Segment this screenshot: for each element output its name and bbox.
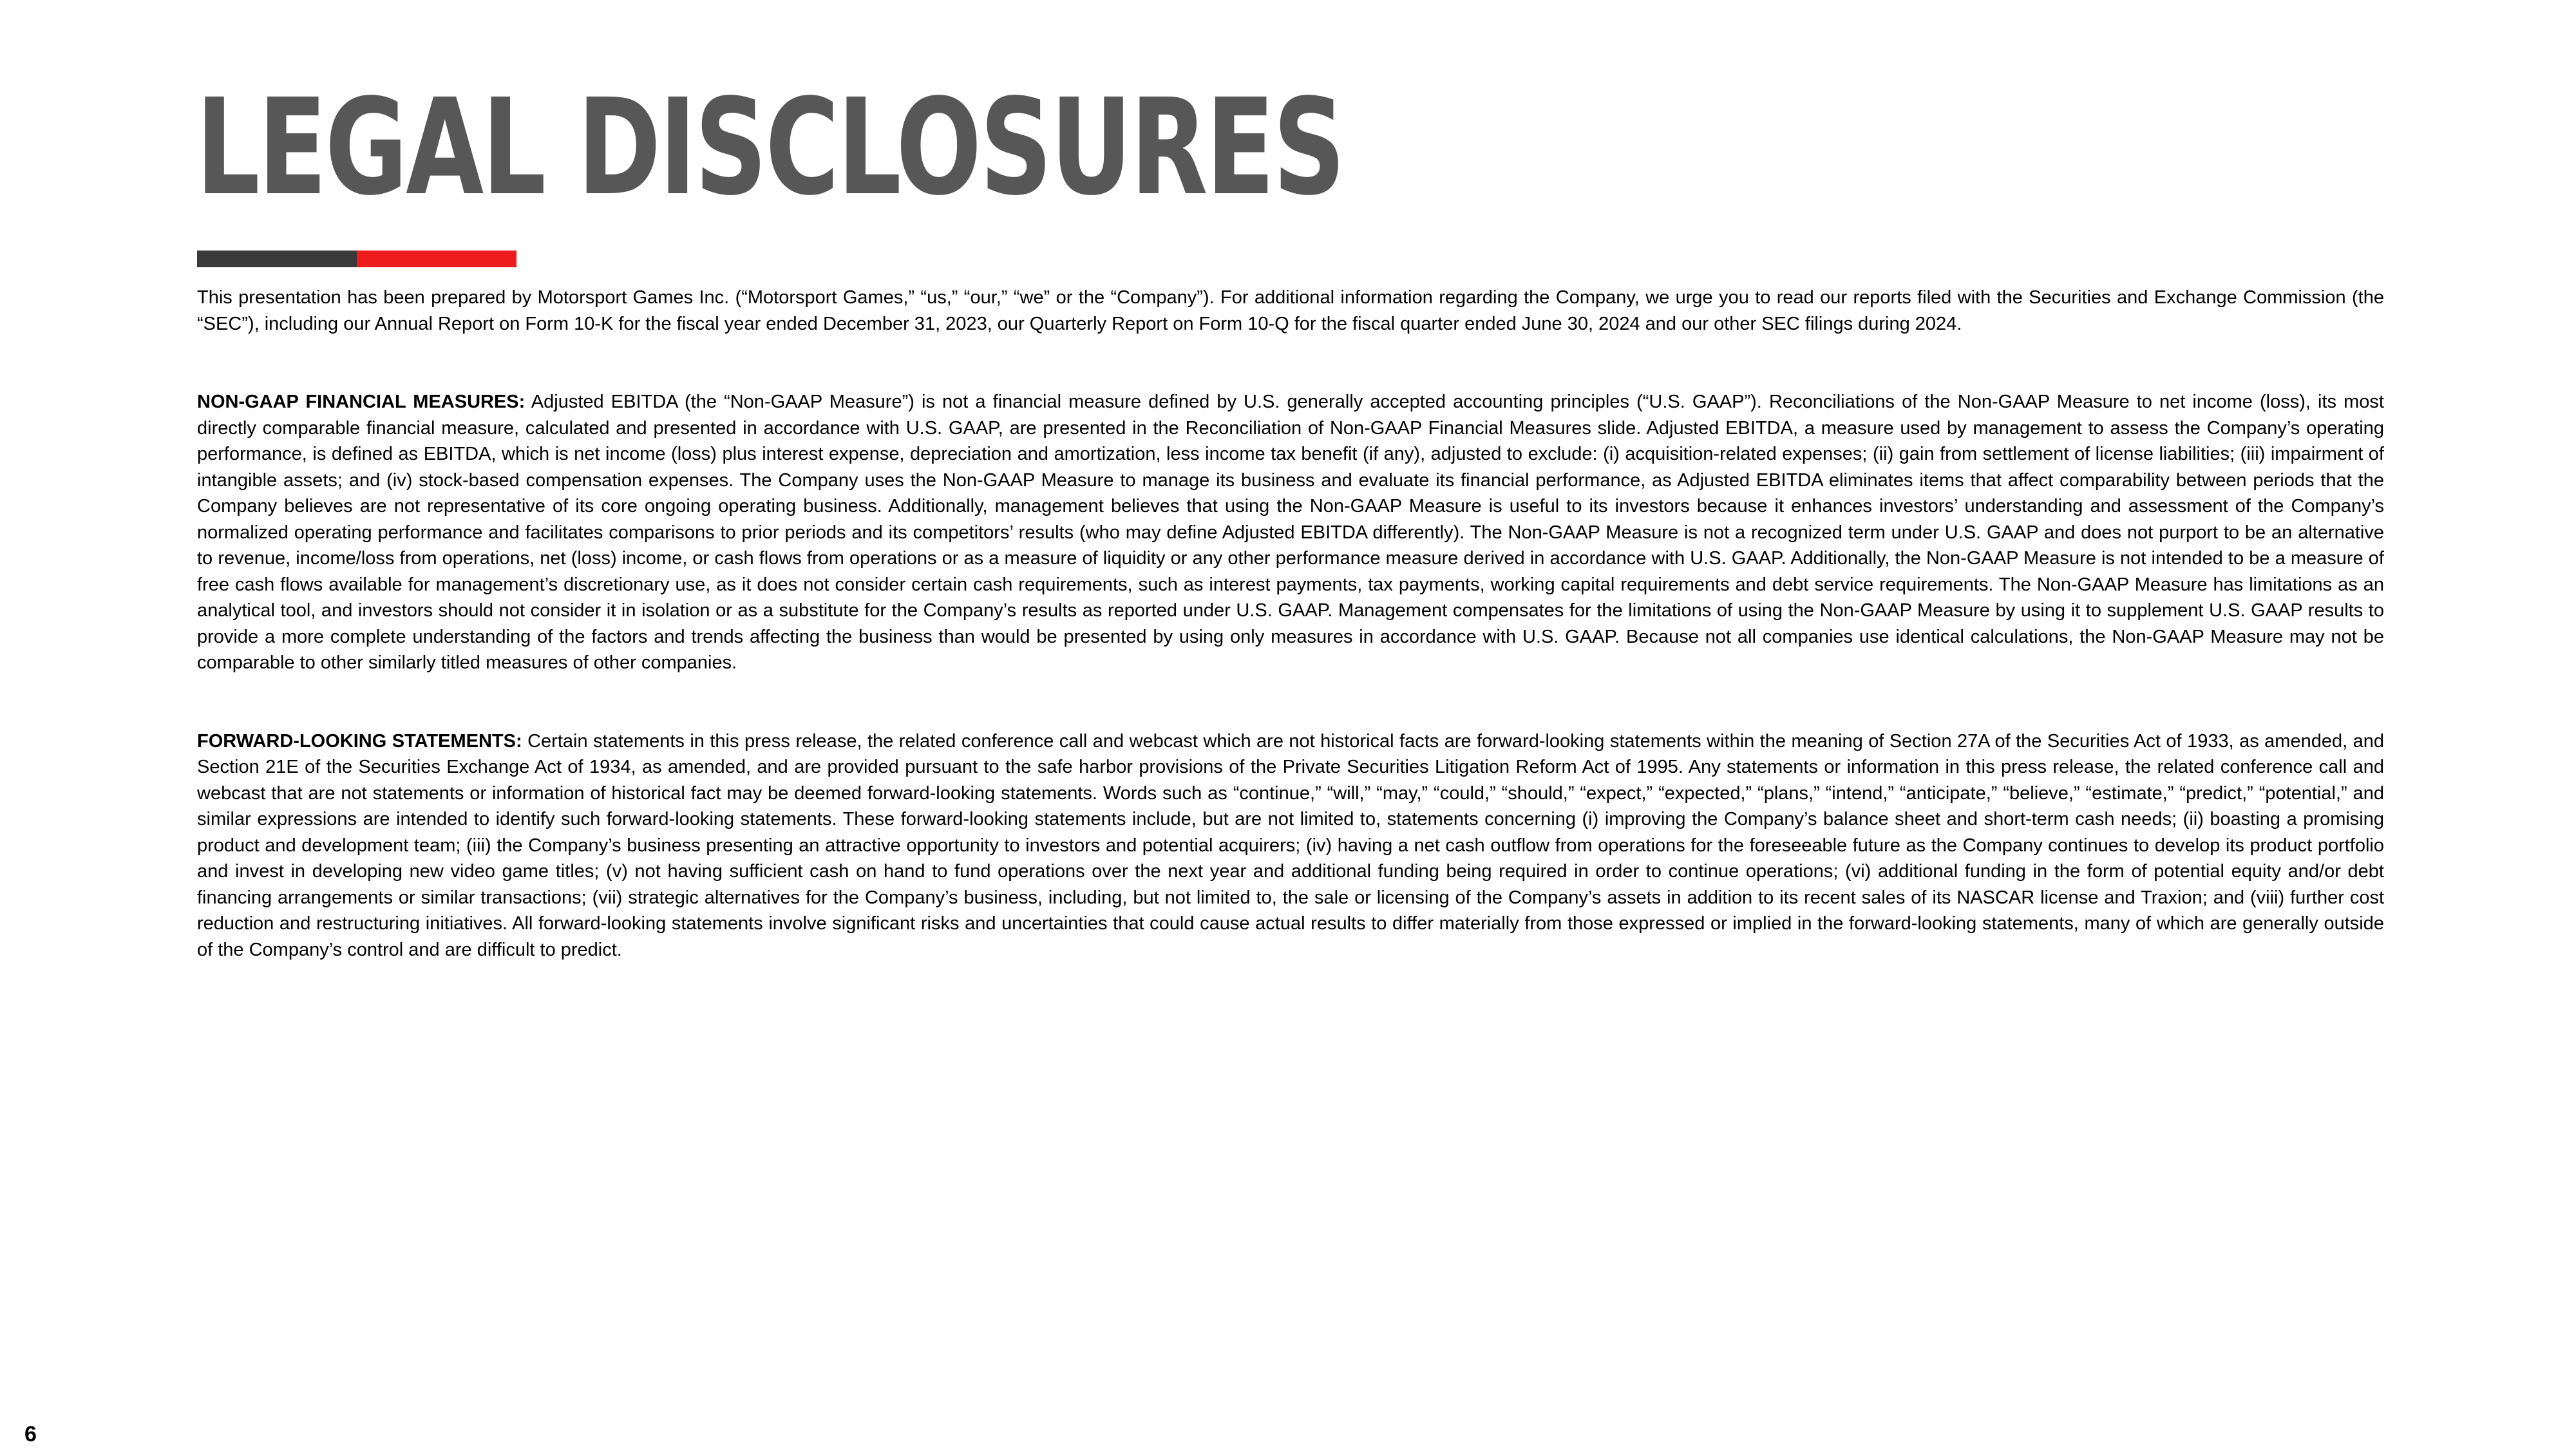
title-accent-bar-dark: [197, 251, 357, 267]
non-gaap-paragraph: [197, 389, 2384, 676]
forward-looking-heading: FORWARD-LOOKING STATEMENTS:: [197, 730, 522, 752]
forward-looking-text: Certain statements in this press release, the related conference call and webcast which are not historical facts are forward-looking statements within the meaning of Section 27A of the Securities Act of 1933, as amended, and Section 21E of the Securities Exchange Act of 1934, as amended, and are provided pursuant to the safe harbor provisions of the Private Securities Litigation Reform Act of 1995. Any statements or information in this press release, the related conference call and webcast that are not statements or information of historical fact may be deemed forward-looking statements. Words such as “continue,” “will,” “may,” “could,” “should,” “expect,” “expected,” “plans,” “intend,” “anticipate,” “believe,” “estimate,” “predict,” “potential,” and similar expressions are intended to identify such forward-looking statements. These forward-looking statements include, but are not limited to, statements concerning (i) improving the Company’s balance sheet and short-term cash needs; (ii) boasting a promising product and development team; (iii) the Company’s business presenting an attractive opportunity to investors and potential acquirers; (iv) having a net cash outflow from operations for the foreseeable future as the Company continues to develop its product portfolio and invest in developing new video game titles; (v) not having sufficient cash on hand to fund operations over the next year and additional funding being required in order to continue operations; (vi) additional funding in the form of potential equity and/or debt financing arrangements or similar transactions; (vii) strategic alternatives for the Company’s business, including, but not limited to, the sale or licensing of the Company’s assets in addition to its recent sales of its NASCAR license and Traxion; and (viii) further cost reduction and restructuring initiatives. All forward-looking statements involve significant risks and uncertainties that could cause actual results to differ materially from those expressed or implied in the forward-looking statements, many of which are generally outside of the Company’s control and are difficult to predict.: [197, 730, 2385, 960]
page-number: 6: [24, 1422, 37, 1446]
forward-looking-paragraph: [197, 728, 2384, 963]
intro-paragraph: This presentation has been prepared by Motorsport Games Inc. (“Motorsport Games,” “us,” “our,” “we” or the “Company”). For additional information regarding the Company, we urge you to read our reports filed with the Securities and Exchange Commission (the “SEC”), including our Annual Report on Form 10-K for the fiscal year ended December 31, 2023, our Quarterly Report on Form 10-Q for the fiscal quarter ended June 30, 2024 and our other SEC filings during 2024.: [197, 287, 2384, 334]
non-gaap-heading: NON-GAAP FINANCIAL MEASURES:: [197, 392, 526, 412]
title-accent-bar-red: [357, 251, 516, 267]
page-title: LEGAL DISCLOSURES: [196, 70, 1344, 225]
disclosure-body: [197, 285, 2384, 963]
non-gaap-text: Adjusted EBITDA (the “Non-GAAP Measure”) is not a financial measure defined by U.S. generally accepted accounting principles (“U.S. GAAP”). Reconciliations of the Non-GAAP Measure to net income (loss), its most directly comparable financial measure, calculated and presented in accordance with U.S. GAAP, are presented in the Reconciliation of Non-GAAP Financial Measures slide. Adjusted EBITDA, a measure used by management to assess the Company’s operating performance, is defined as EBITDA, which is net income (loss) plus interest expense, depreciation and amortization, less income tax benefit (if any), adjusted to exclude: (i) acquisition-related expenses; (ii) gain from settlement of license liabilities; (iii) impairment of intangible assets; and (iv) stock-based compensation expenses. The Company uses the Non-GAAP Measure to manage its business and evaluate its financial performance, as Adjusted EBITDA eliminates items that affect comparability between periods that the Company believes are not representative of its core ongoing operating business. Additionally, management believes that using the Non-GAAP Measure is useful to its investors because it enhances investors’ understanding and assessment of the Company’s normalized operating performance and facilitates comparisons to prior periods and its competitors’ results (who may define Adjusted EBITDA differently). The Non-GAAP Measure is not a recognized term under U.S. GAAP and does not purport to be an alternative to revenue, income/loss from operations, net (loss) income, or cash flows from operations or as a measure of liquidity or any other performance measure derived in accordance with U.S. GAAP. Additionally, the Non-GAAP Measure is not intended to be a measure of free cash flows available for management’s discretionary use, as it does not consider certain cash requirements, such as interest payments, tax payments, working capital requirements and debt service requirements. The Non-GAAP Measure has limitations as an analytical tool, and investors should not consider it in isolation or as a substitute for the Company’s results as reported under U.S. GAAP. Management compensates for the limitations of using the Non-GAAP Measure by using it to supplement U.S. GAAP results to provide a more complete understanding of the factors and trends affecting the business than would be presented by using only measures in accordance with U.S. GAAP. Because not all companies use identical calculations, the Non-GAAP Measure may not be comparable to other similarly titled measures of other companies.: [197, 392, 2384, 673]
